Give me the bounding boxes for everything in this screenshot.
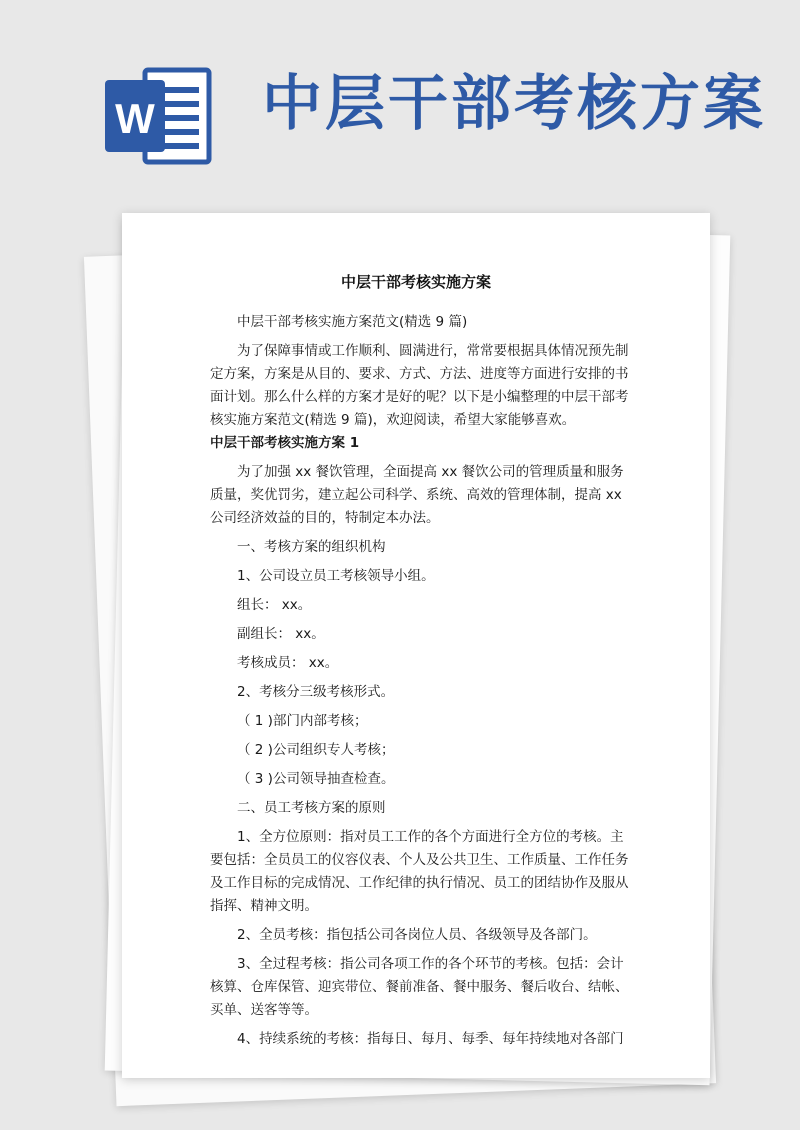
paragraph: 1、公司设立员工考核领导小组。 [237,568,435,584]
paragraph: 二、员工考核方案的原则 [237,800,386,816]
document-body [210,311,630,1051]
document-page [122,213,710,1078]
paragraph: 1、全方位原则：指对员工工作的各个方面进行全方位的考核。主要包括：全员员工的仪容仪表、个人及公共卫生、工作质量、工作任务及工作目标的完成情况、工作纪律的执行情况、员工的团结协作及服从指挥、精神文明。 [210,829,629,914]
paragraph: 考核成员： xx。 [237,655,339,671]
paragraph: 组长： xx。 [237,597,312,613]
logo-letter: W [115,95,155,142]
paragraph: 副组长： xx。 [237,626,325,642]
paragraph: 中层干部考核实施方案范文(精选 9 篇) [237,314,468,330]
paragraph: （ 3 )公司领导抽查检查。 [237,771,395,787]
banner-title: 中层干部考核方案 [262,69,766,139]
document-title: 中层干部考核实施方案 [340,273,491,291]
paragraph: 3、全过程考核：指公司各项工作的各个环节的考核。包括：会计核算、仓库保管、迎宾带位、餐前准备、餐中服务、餐后收台、结帐、买单、送客等等。 [210,956,629,1018]
paragraph: 为了加强 xx 餐饮管理，全面提高 xx 餐饮公司的管理质量和服务质量，奖优罚劣，建立起公司科学、系统、高效的管理体制，提高 xx 公司经济效益的目的，特制定本办法。 [210,464,624,526]
paragraph: （ 1 )部门内部考核； [237,713,368,729]
word-document-icon [105,58,217,170]
paragraph: 一、考核方案的组织机构 [237,539,386,555]
paragraph: 4、持续系统的考核：指每日、每月、每季、每年持续地对各部门 [237,1031,624,1047]
section-heading: 中层干部考核实施方案 1 [210,435,360,451]
paragraph: 为了保障事情或工作顺利、圆满进行，常常要根据具体情况预先制定方案，方案是从目的、要求、方式、方法、进度等方面进行安排的书面计划。那么什么样的方案才是好的呢？以下是小编整理的中层干部考核实施方案范文(精选 9 篇)，欢迎阅读，希望大家能够喜欢。 [210,343,629,428]
paragraph: （ 2 )公司组织专人考核； [237,742,395,758]
paragraph: 2、全员考核：指包括公司各岗位人员、各级领导及各部门。 [237,927,597,943]
paragraph: 2、考核分三级考核形式。 [237,684,395,700]
banner [0,0,800,200]
